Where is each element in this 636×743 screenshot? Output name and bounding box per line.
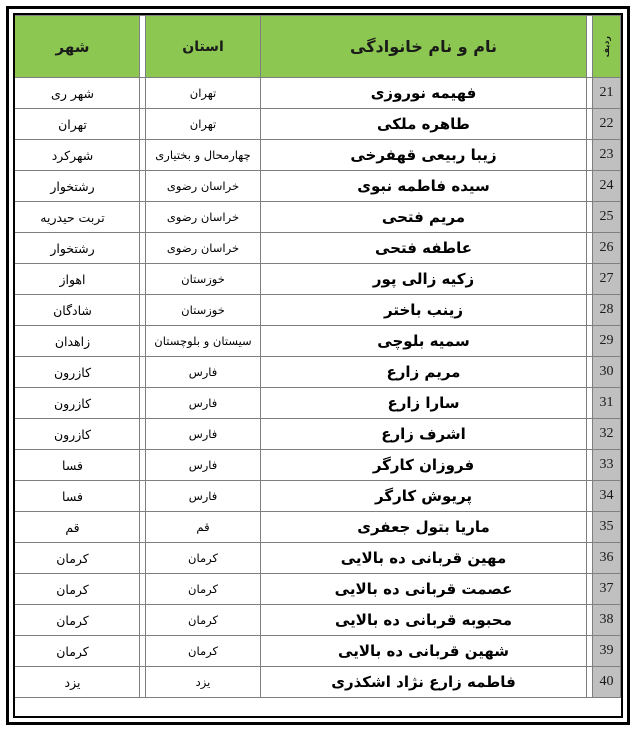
city-cell: کازرون [15,357,140,388]
row-number-cell: 36 [593,543,621,574]
row-gap-left [140,233,146,264]
row-number-cell: 27 [593,264,621,295]
table-row[interactable] [15,419,621,450]
city-cell: تربت حیدریه [15,202,140,233]
row-gap-right [587,388,593,419]
table-row[interactable] [15,233,621,264]
row-gap-right [587,481,593,512]
table-row[interactable] [15,78,621,109]
city-cell: کازرون [15,419,140,450]
province-cell: کرمان [146,543,261,574]
city-cell: قم [15,512,140,543]
row-gap-left [140,202,146,233]
header-gap-left [140,16,146,78]
table-row[interactable] [15,357,621,388]
row-gap-left [140,264,146,295]
city-cell: شهرکرد [15,140,140,171]
row-gap-right [587,605,593,636]
province-cell: چهارمحال و بختیاری [146,140,261,171]
city-cell: فسا [15,481,140,512]
table-row[interactable] [15,605,621,636]
row-gap-right [587,419,593,450]
city-cell: رشتخوار [15,171,140,202]
row-gap-left [140,636,146,667]
row-gap-left [140,109,146,140]
province-cell: قم [146,512,261,543]
province-cell: فارس [146,419,261,450]
row-number-cell: 28 [593,295,621,326]
province-cell: خراسان رضوی [146,171,261,202]
name-cell: زینب باختر [261,295,587,326]
row-gap-left [140,574,146,605]
column-header-province[interactable]: استان [146,16,261,78]
row-number-cell: 35 [593,512,621,543]
row-gap-right [587,295,593,326]
table-inner-frame [13,13,623,718]
row-gap-right [587,140,593,171]
city-cell: یزد [15,667,140,698]
row-number-cell: 24 [593,171,621,202]
row-gap-right [587,326,593,357]
row-gap-left [140,512,146,543]
table-header [15,16,621,78]
row-number-cell: 31 [593,388,621,419]
table-row[interactable] [15,481,621,512]
header-row [15,16,621,78]
name-cell: محبوبه قربانی ده بالایی [261,605,587,636]
city-cell: تهران [15,109,140,140]
table-row[interactable] [15,326,621,357]
row-gap-right [587,233,593,264]
city-cell: کرمان [15,605,140,636]
name-cell: مریم فتحی [261,202,587,233]
province-cell: خوزستان [146,264,261,295]
name-cell: عاطفه فتحی [261,233,587,264]
city-cell: زاهدان [15,326,140,357]
province-cell: تهران [146,78,261,109]
name-cell: عصمت قربانی ده بالایی [261,574,587,605]
row-gap-left [140,295,146,326]
row-gap-left [140,543,146,574]
province-cell: سیستان و بلوچستان [146,326,261,357]
row-gap-right [587,109,593,140]
table-container [15,15,621,716]
province-cell: کرمان [146,574,261,605]
name-cell: طاهره ملکی [261,109,587,140]
table-row[interactable] [15,512,621,543]
province-cell: خوزستان [146,295,261,326]
row-gap-left [140,667,146,698]
name-cell: پریوش کارگر [261,481,587,512]
row-gap-left [140,481,146,512]
row-gap-left [140,419,146,450]
table-row[interactable] [15,140,621,171]
province-cell: خراسان رضوی [146,202,261,233]
column-header-name[interactable]: نام و نام خانوادگی [261,16,587,78]
city-cell: رشتخوار [15,233,140,264]
column-header-row-number-label: ردیف [601,35,611,58]
city-cell: کرمان [15,574,140,605]
name-cell: اشرف زارع [261,419,587,450]
city-cell: شهر ری [15,78,140,109]
row-gap-right [587,78,593,109]
table-body [15,78,621,698]
row-number-cell: 22 [593,109,621,140]
table-row[interactable] [15,264,621,295]
province-cell: خراسان رضوی [146,233,261,264]
city-cell: کرمان [15,636,140,667]
name-cell: ماریا بتول جعفری [261,512,587,543]
row-gap-left [140,450,146,481]
row-gap-right [587,450,593,481]
row-gap-right [587,667,593,698]
row-gap-right [587,264,593,295]
table-row[interactable] [15,450,621,481]
name-cell: شهین قربانی ده بالایی [261,636,587,667]
row-gap-right [587,574,593,605]
row-gap-right [587,543,593,574]
row-number-cell: 29 [593,326,621,357]
province-cell: تهران [146,109,261,140]
province-cell: فارس [146,481,261,512]
table-row[interactable] [15,109,621,140]
province-cell: فارس [146,388,261,419]
name-cell: مریم زارع [261,357,587,388]
name-cell: زکیه زالی پور [261,264,587,295]
city-cell: فسا [15,450,140,481]
row-number-cell: 37 [593,574,621,605]
column-header-row-number[interactable] [593,16,621,78]
name-cell: سمیه بلوچی [261,326,587,357]
table-row[interactable] [15,202,621,233]
name-cell: فهیمه نوروزی [261,78,587,109]
row-gap-right [587,202,593,233]
table-row[interactable] [15,667,621,698]
table-row[interactable] [15,574,621,605]
province-cell: کرمان [146,605,261,636]
row-number-cell: 32 [593,419,621,450]
row-gap-right [587,357,593,388]
city-cell: کازرون [15,388,140,419]
row-number-cell: 26 [593,233,621,264]
name-cell: فروزان کارگر [261,450,587,481]
row-number-cell: 21 [593,78,621,109]
row-number-cell: 34 [593,481,621,512]
row-gap-left [140,326,146,357]
city-cell: کرمان [15,543,140,574]
row-gap-left [140,171,146,202]
row-gap-right [587,171,593,202]
row-gap-left [140,78,146,109]
row-number-cell: 40 [593,667,621,698]
row-number-cell: 33 [593,450,621,481]
row-gap-right [587,636,593,667]
name-cell: سارا زارع [261,388,587,419]
table-row[interactable] [15,636,621,667]
row-number-cell: 39 [593,636,621,667]
table-row[interactable] [15,295,621,326]
column-header-city[interactable]: شهر [15,16,140,78]
name-cell: فاطمه زارع نژاد اشکذری [261,667,587,698]
row-number-cell: 23 [593,140,621,171]
table-row[interactable] [15,543,621,574]
data-table [15,15,621,698]
table-row[interactable] [15,388,621,419]
province-cell: فارس [146,450,261,481]
row-number-cell: 38 [593,605,621,636]
table-row[interactable] [15,171,621,202]
row-gap-right [587,512,593,543]
row-gap-left [140,388,146,419]
province-cell: فارس [146,357,261,388]
table-outer-frame [6,6,630,725]
row-number-cell: 30 [593,357,621,388]
row-gap-left [140,140,146,171]
province-cell: یزد [146,667,261,698]
name-cell: سیده فاطمه نبوی [261,171,587,202]
city-cell: اهواز [15,264,140,295]
city-cell: شادگان [15,295,140,326]
row-gap-left [140,357,146,388]
row-number-cell: 25 [593,202,621,233]
row-gap-left [140,605,146,636]
name-cell: مهین قربانی ده بالایی [261,543,587,574]
name-cell: زیبا ربیعی قهفرخی [261,140,587,171]
province-cell: کرمان [146,636,261,667]
